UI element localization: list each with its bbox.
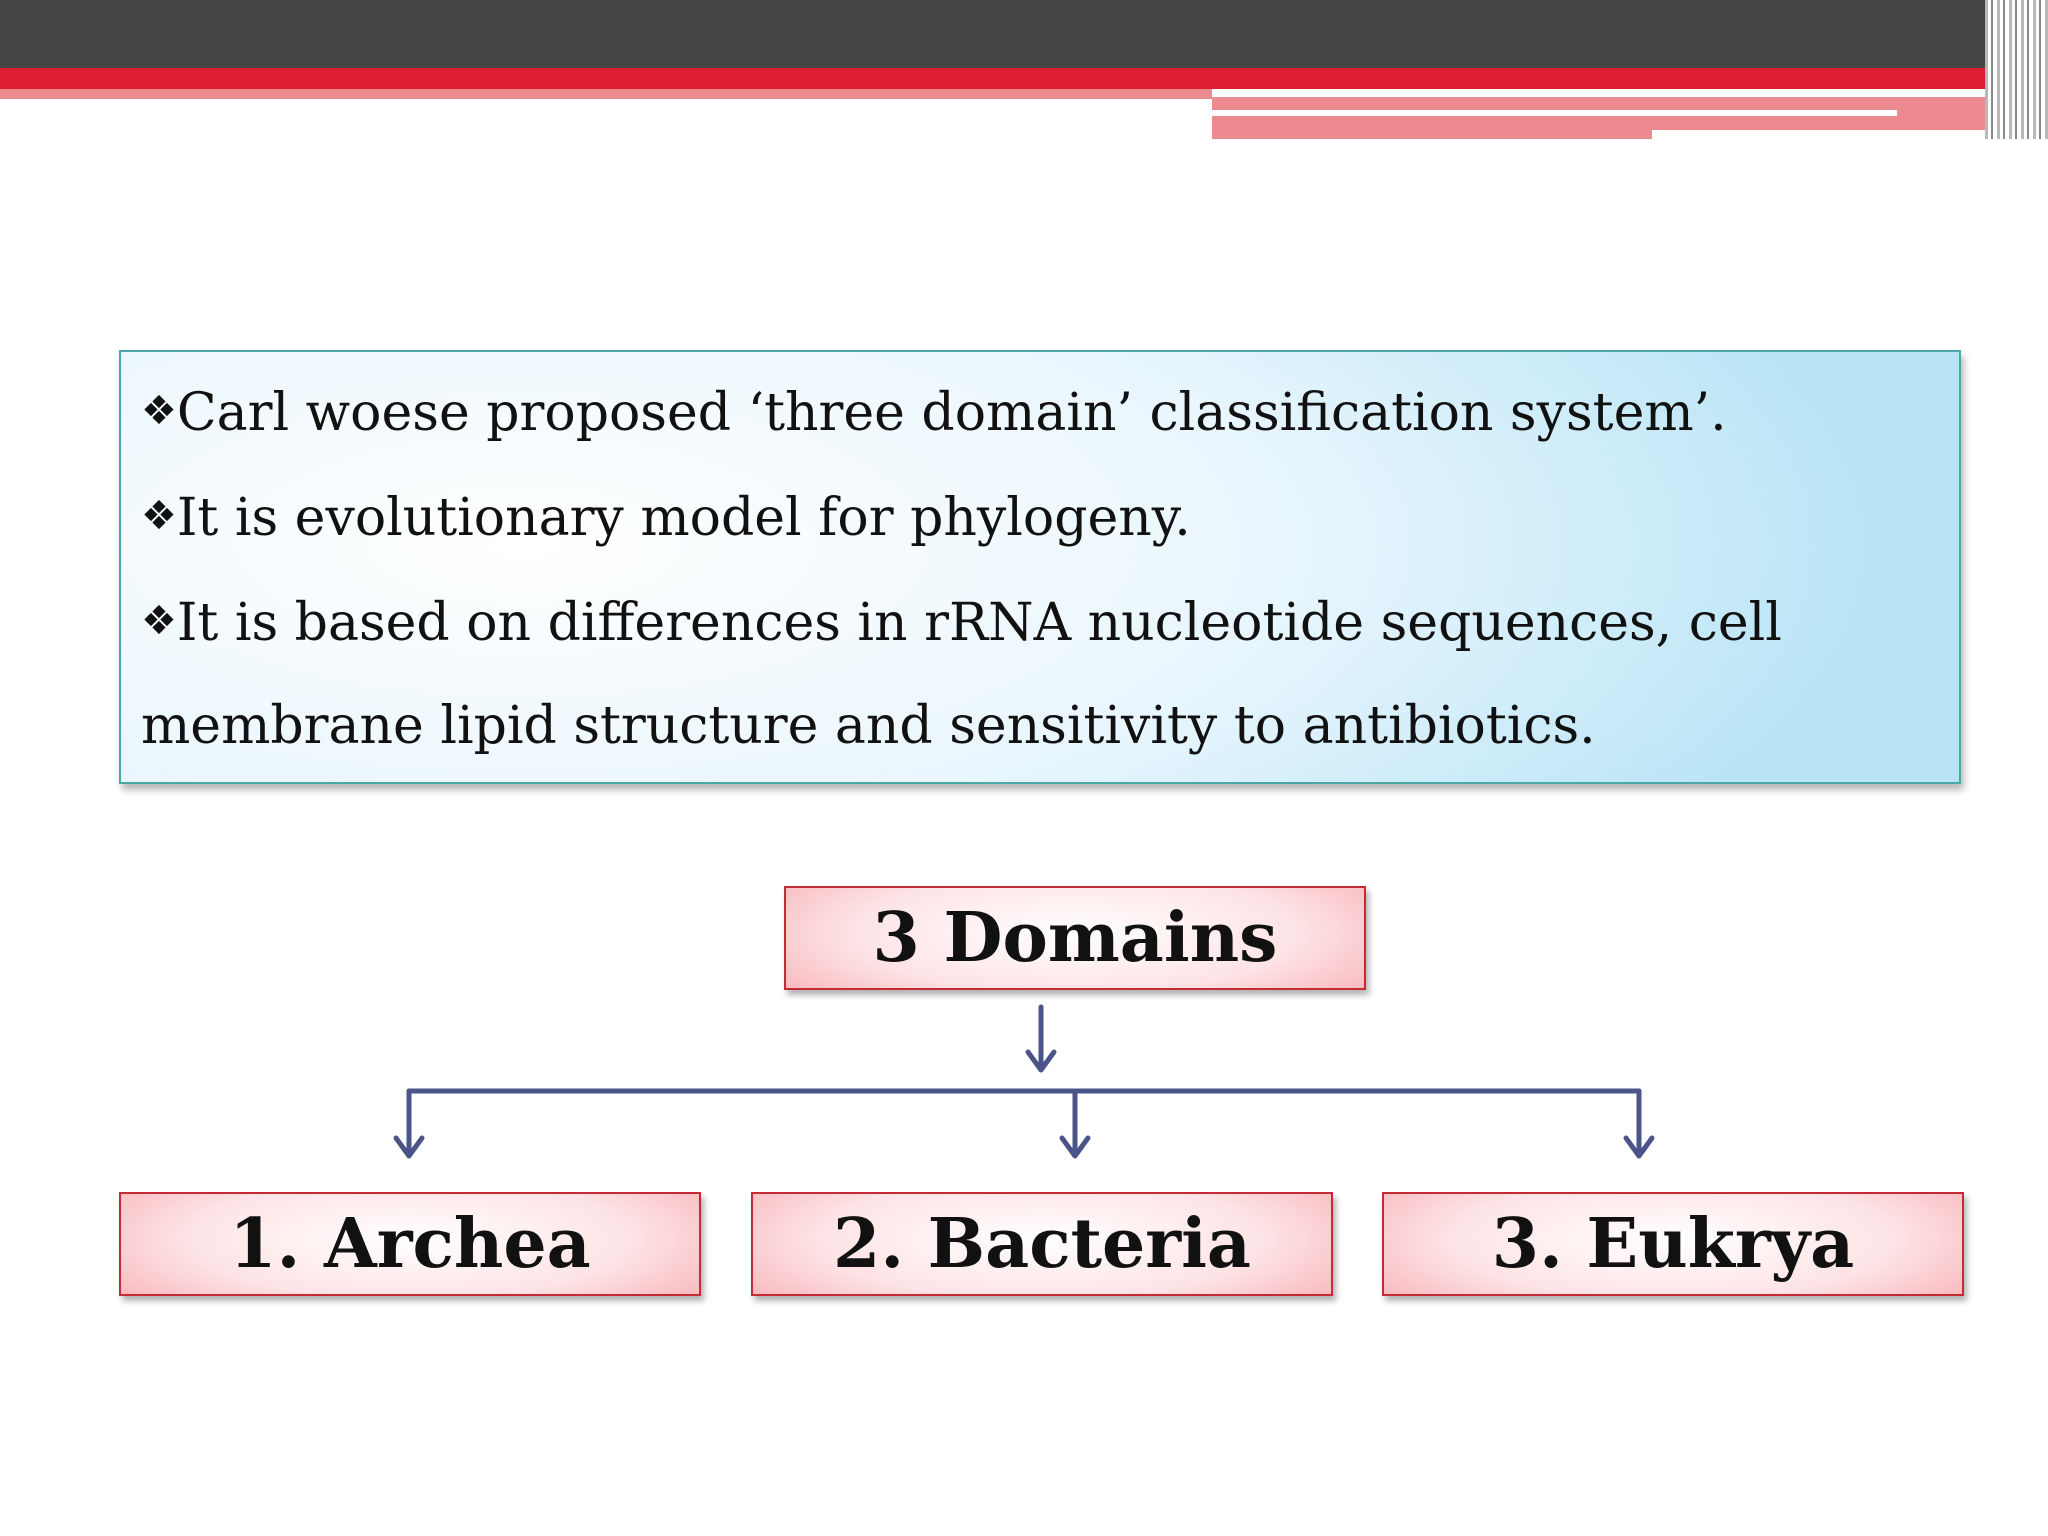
- bullet-item: [141, 570, 1939, 675]
- header-dark-band: [0, 0, 2048, 68]
- header-red-band: [0, 68, 2048, 89]
- diamond-bullet-icon: ❖: [141, 388, 177, 434]
- bullet-text: It is based on differences in rRNA nucleotide sequences, cell: [176, 593, 1782, 653]
- branch-middle-arrow-head: [1062, 1138, 1088, 1156]
- child-node-archea: [119, 1192, 701, 1296]
- child-node-label: 2. Bacteria: [833, 1204, 1251, 1284]
- root-down-arrow-head: [1028, 1052, 1054, 1070]
- diamond-bullet-icon: ❖: [141, 493, 177, 539]
- header-stripes: [1985, 0, 2048, 139]
- header-pink-band-left: [0, 89, 1212, 99]
- root-node-label: 3 Domains: [872, 898, 1278, 978]
- branch-right-arrow-head: [1626, 1138, 1652, 1156]
- root-node-3-domains: [784, 886, 1366, 990]
- header-white-line-short: [1652, 130, 1992, 139]
- child-node-eukrya: [1382, 1192, 1964, 1296]
- bullet-item: [141, 360, 1939, 465]
- child-node-label: 1. Archea: [229, 1204, 591, 1284]
- diamond-bullet-icon: ❖: [141, 598, 177, 644]
- child-node-bacteria: [751, 1192, 1333, 1296]
- child-node-label: 3. Eukrya: [1491, 1204, 1855, 1284]
- bullet-continuation: membrane lipid structure and sensitivity to antibiotics.: [141, 696, 1596, 756]
- bullet-text: It is evolutionary model for phylogeny.: [176, 488, 1191, 548]
- info-box: [119, 350, 1961, 784]
- branch-left-arrow-head: [396, 1138, 422, 1156]
- bullet-text: Carl woese proposed ‘three domain’ classification system’.: [176, 383, 1727, 443]
- header-white-line: [1212, 110, 1897, 116]
- bullet-item: [141, 465, 1939, 570]
